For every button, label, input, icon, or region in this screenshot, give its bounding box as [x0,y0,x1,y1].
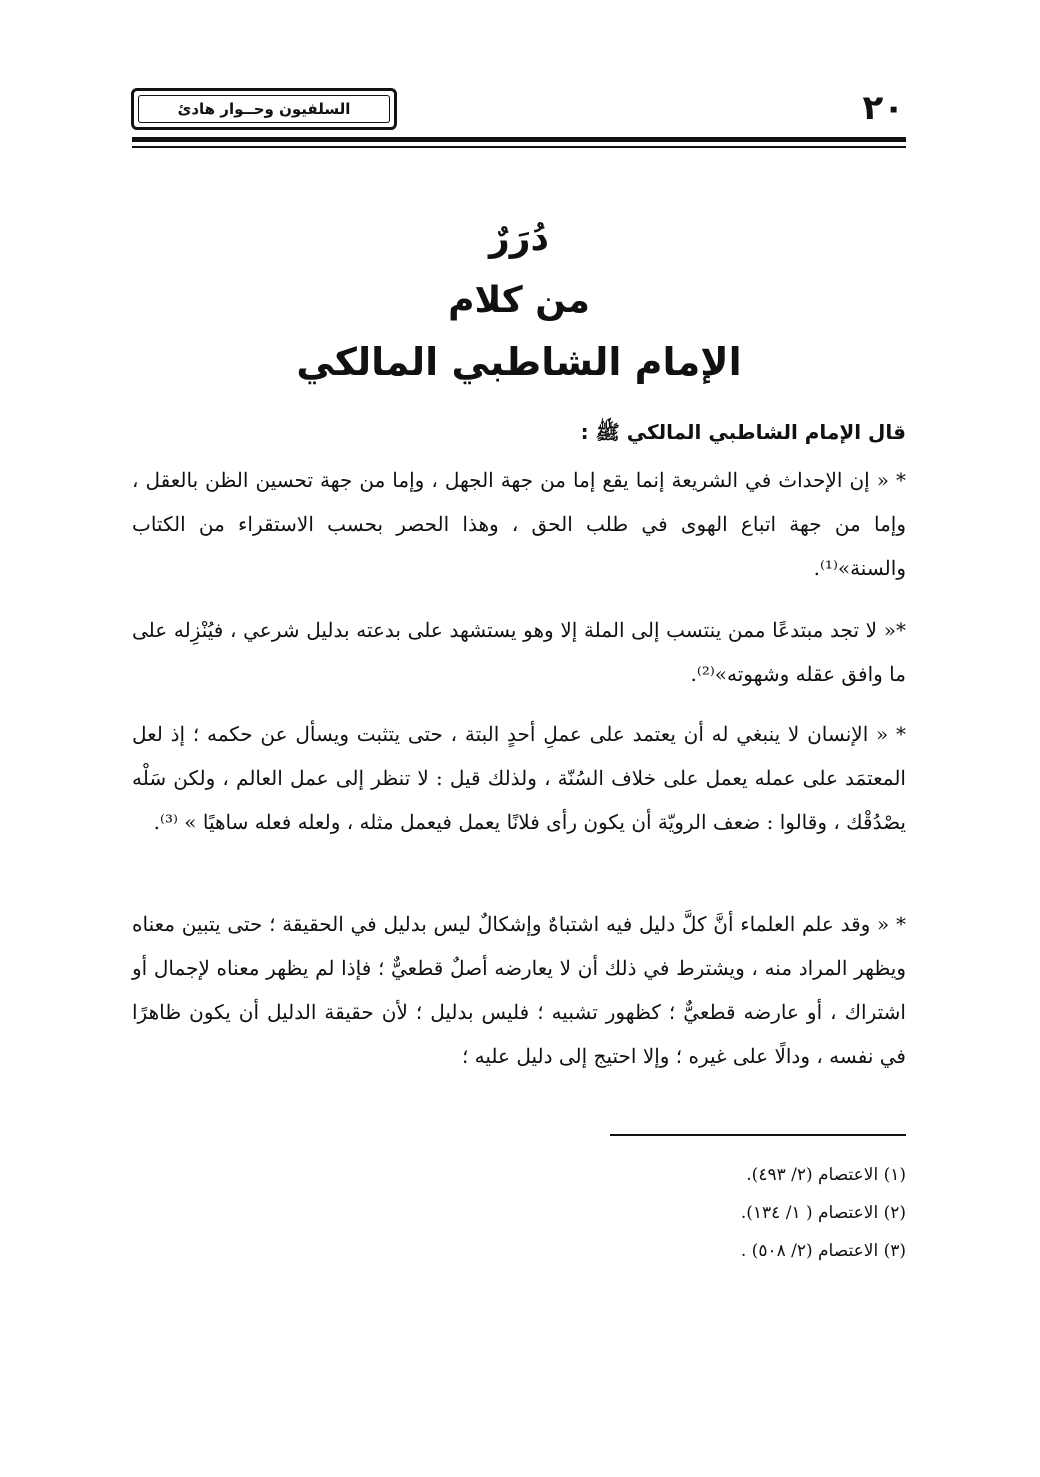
footnote-3: (٣) الاعتصام (٢/ ٥٠٨) . [740,1241,906,1261]
paragraph-2: *« لا تجد مبتدعًا ممن ينتسب إلى الملة إلا وهو يستشهد على بدعته بدليل شرعي ، فيُنْزِله على ما وافق عقله وشهوته»⁽²⁾. [132,618,906,686]
title-line-1: دُرَرٌ [489,218,549,259]
intro-line: قال الإمام الشاطبي المالكي ﷺ : [580,420,906,444]
title-line-2: من كلام [448,280,590,321]
book-title: السلفيون وحــوار هادئ [138,95,390,123]
header-rule-thin [132,146,906,148]
paragraph-4: * « وقد علم العلماء أنَّ كلَّ دليل فيه اشتباهٌ وإشكالٌ ليس بدليل في الحقيقة ؛ حتى يتبين معناه ويظهر المراد منه ، ويشترط في ذلك أن لا يعارضه أصلٌ قطعيٌّ ؛ فإذا لم يظهر معناه لإجمال أو اشتراك ، أو عارضه قطعيٌّ ؛ كظهور تشبيه ؛ فليس بدليل ؛ لأن حقيقة الدليل أن يكون ظاهرًا في نفسه ، ودالًا على غيره ؛ وإلا احتيج إلى دليل عليه ؛ [132,912,906,1068]
footnotes [132,1156,906,1270]
footnote-2: (٢) الاعتصام ( ١/ ١٣٤). [740,1203,906,1223]
paragraph-1: * « إن الإحداث في الشريعة إنما يقع إما من جهة الجهل ، وإما من جهة تحسين الظن بالعقل ، وإما من جهة اتباع الهوى في طلب الحق ، وهذا الحصر بحسب الاستقراء من الكتاب والسنة»⁽¹⁾. [132,468,906,580]
paragraph-3: * « الإنسان لا ينبغي له أن يعتمد على عملِ أحدٍ البتة ، حتى يتثبت ويسأل عن حكمه ؛ إذ لعل المعتمَد على عمله يعمل على خلاف السُنّة ، ولذلك قيل : لا تنظر إلى عمل العالم ، ولكن سَلْه يصْدُقْك ، وقالوا : ضعف الرويّة أن يكون رأى فلانًا يعمل فيعمل مثله ، ولعله فعله ساهيًا » ⁽³⁾. [132,722,906,834]
footnote-separator [610,1134,906,1136]
title-line-3: الإمام الشاطبي المالكي [296,340,742,384]
page-number: ٢٠ [862,88,904,128]
running-header-box [131,88,397,130]
header-rule-thick [132,137,906,142]
footnote-1: (١) الاعتصام (٢/ ٤٩٣). [746,1165,906,1185]
